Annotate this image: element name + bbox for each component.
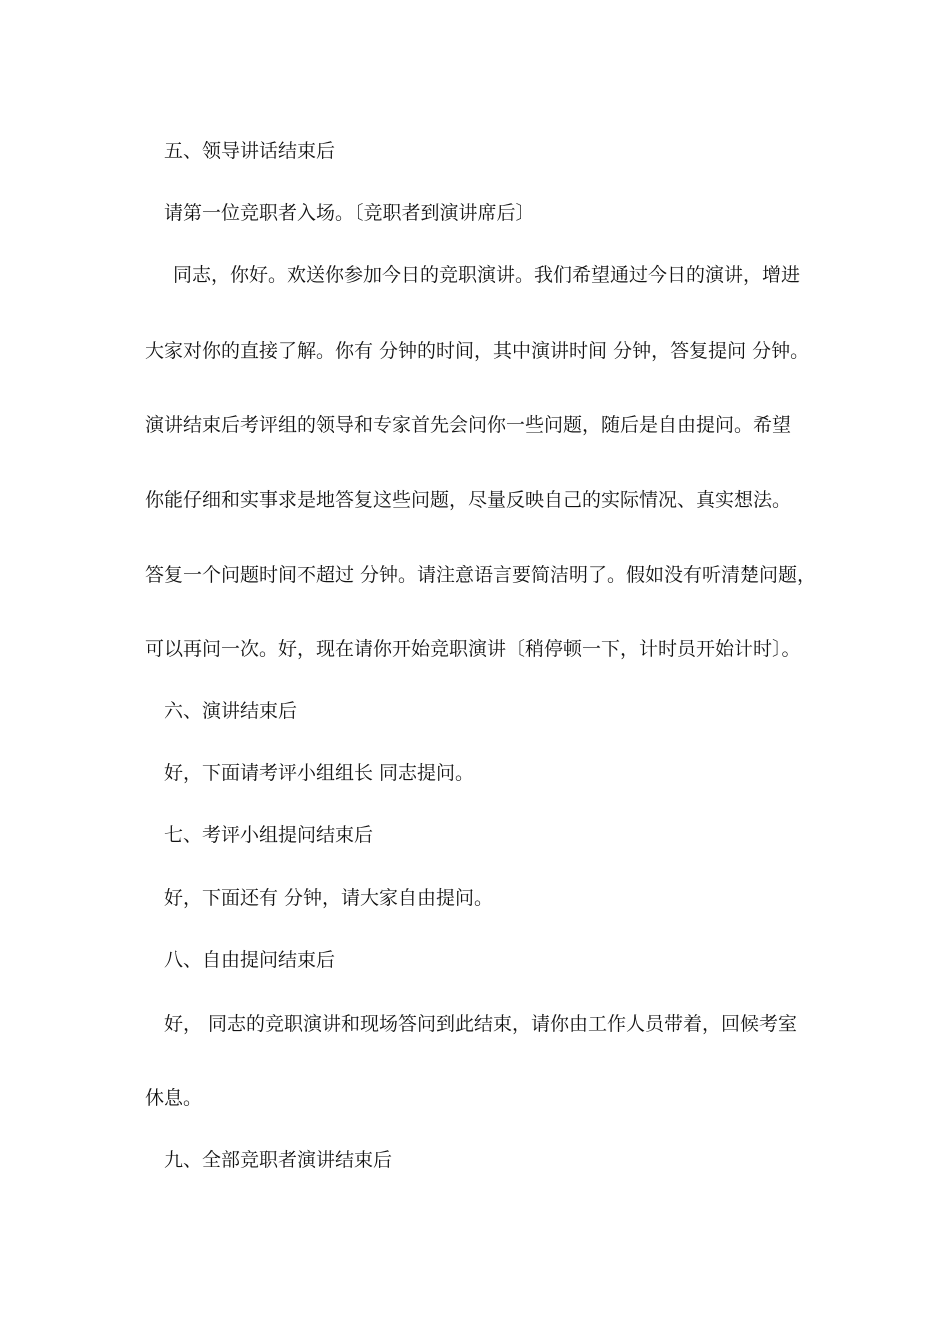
paragraph-line: 你能仔细和实事求是地答复这些问题，尽量反映自己的实际情况、真实想法。	[145, 489, 792, 511]
paragraph-line: 答复一个问题时间不超过 分钟。请注意语言要简洁明了。假如没有听清楚问题，	[145, 564, 817, 586]
paragraph-line: 大家对你的直接了解。你有 分钟的时间，其中演讲时间 分钟，答复提问 分钟。	[145, 340, 810, 362]
paragraph-line: 演讲结束后考评组的领导和专家首先会问你一些问题，随后是自由提问。希望	[145, 414, 792, 436]
section-heading-six: 六、演讲结束后	[164, 700, 298, 722]
paragraph-line: 同志，你好。欢送你参加今日的竞职演讲。我们希望通过今日的演讲，增进	[173, 264, 801, 286]
paragraph-line: 好，下面请考评小组组长 同志提问。	[164, 762, 475, 784]
section-heading-five: 五、领导讲话结束后	[164, 140, 336, 162]
paragraph-line: 请第一位竞职者入场。〔竞职者到演讲席后〕	[164, 202, 535, 224]
section-heading-eight: 八、自由提问结束后	[164, 949, 336, 971]
section-heading-seven: 七、考评小组提问结束后	[164, 824, 374, 846]
paragraph-line: 休息。	[145, 1087, 203, 1109]
section-heading-nine: 九、全部竞职者演讲结束后	[164, 1149, 393, 1171]
paragraph-line: 好， 同志的竞职演讲和现场答问到此结束，请你由工作人员带着，回候考室	[164, 1013, 798, 1035]
paragraph-line: 可以再问一次。好，现在请你开始竞职演讲〔稍停顿一下，计时员开始计时〕。	[145, 638, 801, 660]
paragraph-line: 好，下面还有 分钟，请大家自由提问。	[164, 887, 494, 909]
